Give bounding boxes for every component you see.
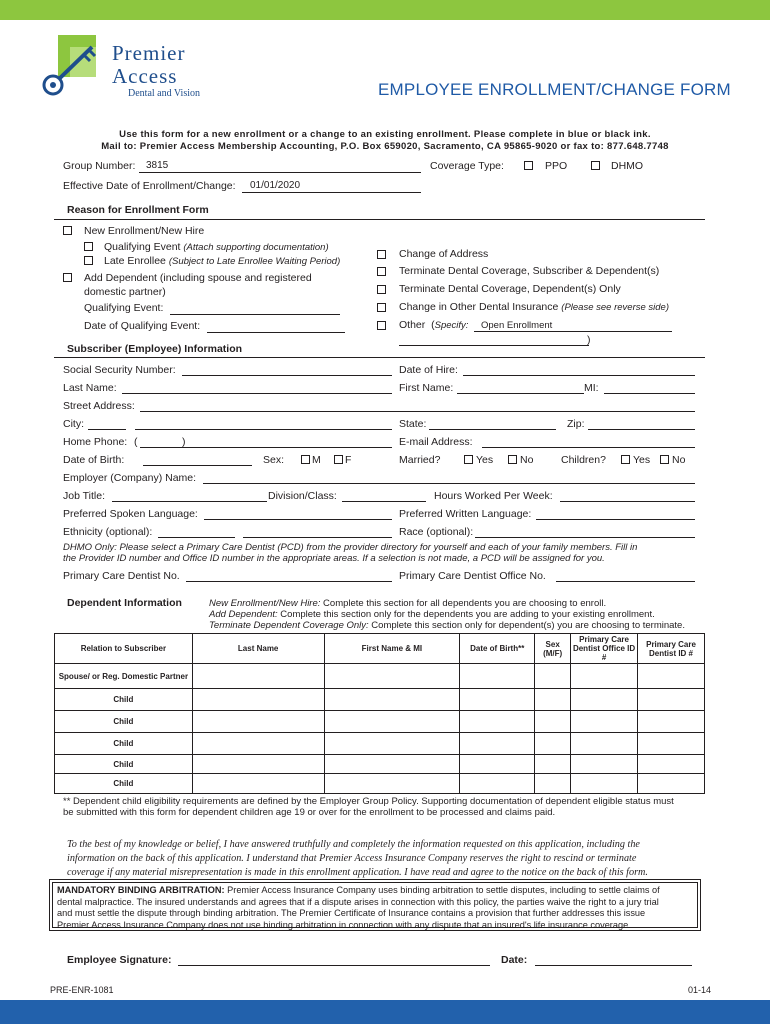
signature-field[interactable]: [178, 965, 490, 966]
header-pcd-office-id: Primary Care Dentist Office ID #: [571, 634, 638, 664]
add-dependent-label-2: domestic partner): [84, 286, 166, 298]
input-cell[interactable]: [535, 755, 571, 774]
ethnicity-field-2[interactable]: [243, 537, 392, 538]
email-label: E-mail Address:: [399, 436, 473, 448]
group-number-label: Group Number:: [63, 160, 136, 172]
input-cell[interactable]: [192, 774, 324, 794]
job-title-field[interactable]: [112, 501, 267, 502]
attestation-line-3: coverage if any material misrepresentation is made in this enrollment application. I have read and agree to the notice on the back of this form.: [67, 867, 648, 878]
race-field[interactable]: [475, 537, 695, 538]
add-dependent-label-1: Add Dependent (including spouse and registered: [84, 272, 312, 284]
relation-cell: Child: [55, 733, 193, 755]
input-cell[interactable]: [535, 733, 571, 755]
other-label: Other (Specify:: [399, 319, 469, 331]
other-specify-field-2[interactable]: [399, 345, 589, 346]
dependent-note-2: Add Dependent: Complete this section only for the dependents you are adding to your existing enrollment.: [209, 609, 655, 620]
qualifying-event-field-label: Qualifying Event:: [84, 302, 164, 314]
children-no-checkbox[interactable]: [660, 455, 669, 464]
street-label: Street Address:: [63, 400, 135, 412]
eligibility-note-2: be submitted with this form for dependent children age 19 or over for the enrollment to be processed and claims paid.: [63, 807, 556, 818]
table-row: [55, 755, 705, 774]
table-row: [55, 711, 705, 733]
brand-access: Access: [112, 64, 178, 88]
terminate-dependents-checkbox[interactable]: [377, 285, 386, 294]
input-cell[interactable]: [460, 733, 535, 755]
input-cell[interactable]: [324, 711, 460, 733]
instructions-line-1: Use this form for a new enrollment or a change to an existing enrollment. Please complete in blue or black ink.: [119, 129, 651, 140]
table-header-row: [55, 634, 705, 664]
input-cell[interactable]: [571, 733, 638, 755]
header-relation: Relation to Subscriber: [55, 634, 193, 664]
ethnicity-field[interactable]: [158, 537, 235, 538]
other-close-paren: ): [587, 334, 591, 346]
pcd-office-field[interactable]: [556, 581, 695, 582]
ppo-label: PPO: [545, 160, 568, 172]
other-specify-value: Open Enrollment: [481, 320, 553, 331]
header-pcd-id: Primary Care Dentist ID #: [638, 634, 705, 664]
children-no-label: No: [672, 454, 686, 466]
zip-label: Zip:: [567, 418, 585, 430]
city-field-2[interactable]: [135, 429, 392, 430]
relation-cell: Child: [55, 755, 193, 774]
brand-sub: Dental and Vision: [128, 88, 200, 99]
last-name-field[interactable]: [122, 393, 392, 394]
qualifying-event-date-label: Date of Qualifying Event:: [84, 320, 201, 332]
qualifying-event-date-field[interactable]: [207, 332, 345, 333]
signature-label: Employee Signature:: [67, 954, 172, 966]
eligibility-note-1: ** Dependent child eligibility requirements are defined by the Employer Group Policy. Supporting documentation of dependent eligible status must: [63, 796, 674, 807]
input-cell[interactable]: [192, 711, 324, 733]
division-field[interactable]: [342, 501, 426, 502]
pcd-field[interactable]: [186, 581, 392, 582]
input-cell[interactable]: [535, 689, 571, 711]
change-other-insurance-checkbox[interactable]: [377, 303, 386, 312]
input-cell[interactable]: [535, 711, 571, 733]
ethnicity-label: Ethnicity (optional):: [63, 526, 153, 538]
first-name-label: First Name:: [399, 382, 454, 394]
attestation-line-2: information on the back of this application. I understand that Premier Access Insurance Company reserves the right to rescind or terminate: [67, 853, 637, 864]
input-cell[interactable]: [192, 733, 324, 755]
arbitration-line-3: and must settle the dispute through binding arbitration. The Premier Certificate of Insurance contains a provision that further addresses this issue: [57, 908, 646, 918]
qualifying-event-label: Qualifying Event (Attach supporting documentation): [104, 241, 329, 253]
arbitration-line-4: Premier Access Insurance Company does not use binding arbitration in connection with any dispute that an insured's life insurance coverage.: [57, 919, 631, 930]
dependent-table: [54, 633, 705, 794]
children-label: Children?: [561, 454, 606, 466]
phone-open-paren: (: [134, 436, 138, 448]
dhmo-checkbox[interactable]: [591, 161, 600, 170]
first-name-field[interactable]: [457, 393, 584, 394]
ssn-field[interactable]: [182, 375, 392, 376]
input-cell[interactable]: [535, 774, 571, 794]
table-row: [55, 689, 705, 711]
dependent-note-1: New Enrollment/New Hire: Complete this section for all dependents you are choosing to enroll.: [209, 598, 607, 609]
signature-date-field[interactable]: [535, 965, 692, 966]
sex-f-checkbox[interactable]: [334, 455, 343, 464]
division-label: Division/Class:: [268, 490, 337, 502]
group-number-field[interactable]: [139, 172, 421, 173]
change-other-insurance-label: Change in Other Dental Insurance (Please see reverse side): [399, 301, 669, 313]
sex-m-checkbox[interactable]: [301, 455, 310, 464]
race-label: Race (optional):: [399, 526, 474, 538]
date-of-hire-label: Date of Hire:: [399, 364, 458, 376]
spoken-language-field[interactable]: [204, 519, 392, 520]
qualifying-event-field[interactable]: [170, 314, 340, 315]
input-cell[interactable]: [460, 774, 535, 794]
city-label: City:: [63, 418, 84, 430]
input-cell[interactable]: [192, 664, 324, 689]
input-cell[interactable]: [571, 755, 638, 774]
sex-m-label: M: [312, 454, 321, 466]
key-logo-icon: [40, 35, 108, 101]
date-of-hire-field[interactable]: [463, 375, 695, 376]
other-specify-field[interactable]: [474, 331, 672, 332]
relation-cell: Child: [55, 689, 193, 711]
table-row: [55, 664, 705, 689]
ssn-label: Social Security Number:: [63, 364, 176, 376]
employer-field[interactable]: [203, 483, 695, 484]
dob-label: Date of Birth:: [63, 454, 125, 466]
change-address-checkbox[interactable]: [377, 250, 386, 259]
effective-date-field[interactable]: [242, 192, 421, 193]
coverage-type-label: Coverage Type:: [430, 160, 504, 172]
last-name-label: Last Name:: [63, 382, 117, 394]
spoken-language-label: Preferred Spoken Language:: [63, 508, 198, 520]
input-cell[interactable]: [324, 774, 460, 794]
attestation-line-1: To the best of my knowledge or belief, I have answered truthfully and completely the information requested on this application, including the: [67, 839, 640, 850]
input-cell[interactable]: [571, 774, 638, 794]
change-address-label: Change of Address: [399, 248, 489, 260]
input-cell[interactable]: [460, 711, 535, 733]
children-yes-label: Yes: [633, 454, 651, 466]
zip-field[interactable]: [588, 429, 695, 430]
input-cell[interactable]: [192, 689, 324, 711]
late-enrollee-label: Late Enrollee (Subject to Late Enrollee Waiting Period): [104, 255, 341, 267]
signature-date-label: Date:: [501, 954, 528, 966]
premier-access-logo: [40, 35, 210, 101]
input-cell[interactable]: [571, 711, 638, 733]
terminate-dependents-label: Terminate Dental Coverage, Dependent(s) Only: [399, 283, 621, 295]
top-color-bar: [0, 0, 770, 20]
input-cell[interactable]: [324, 664, 460, 689]
dependent-note-3: Terminate Dependent Coverage Only: Complete this section only for dependent(s) you are choosing to terminate.: [209, 620, 685, 631]
input-cell[interactable]: [638, 774, 705, 794]
input-cell[interactable]: [638, 711, 705, 733]
new-enrollment-checkbox[interactable]: [63, 226, 72, 235]
header-first-name: First Name & MI: [324, 634, 460, 664]
input-cell[interactable]: [192, 755, 324, 774]
form-title: EMPLOYEE ENROLLMENT/CHANGE FORM: [378, 80, 731, 99]
relation-cell: Child: [55, 774, 193, 794]
input-cell[interactable]: [638, 664, 705, 689]
mi-field[interactable]: [604, 393, 695, 394]
arbitration-line-2: dental malpractice. The insured understands and agrees that if a dispute arises in connection with this policy, the parties waive the right to a jury trial: [57, 896, 659, 907]
effective-date-label: Effective Date of Enrollment/Change:: [63, 180, 236, 192]
dhmo-note-2: the Provider ID number and Office ID number in the appropriate areas. If a selection is not made, a PCD will be assigned for you.: [63, 553, 605, 564]
input-cell[interactable]: [638, 689, 705, 711]
input-cell[interactable]: [460, 755, 535, 774]
relation-cell: Child: [55, 711, 193, 733]
children-yes-checkbox[interactable]: [621, 455, 630, 464]
form-code: PRE-ENR-1081: [50, 985, 114, 995]
terminate-all-label: Terminate Dental Coverage, Subscriber & Dependent(s): [399, 265, 660, 277]
married-label: Married?: [399, 454, 441, 466]
dhmo-note-1: DHMO Only: Please select a Primary Care Dentist (PCD) from the provider directory for yourself and each of your family members. Fill in: [63, 542, 638, 553]
input-cell[interactable]: [460, 664, 535, 689]
hours-label: Hours Worked Per Week:: [434, 490, 553, 502]
late-enrollee-checkbox[interactable]: [84, 256, 93, 265]
home-phone-label: Home Phone:: [63, 436, 128, 448]
qualifying-event-checkbox[interactable]: [84, 242, 93, 251]
married-yes-label: Yes: [476, 454, 494, 466]
header-dob: Date of Birth**: [460, 634, 535, 664]
written-language-field[interactable]: [536, 519, 695, 520]
mi-label: MI:: [584, 382, 599, 394]
table-row: [55, 733, 705, 755]
email-field[interactable]: [482, 447, 695, 448]
input-cell[interactable]: [460, 689, 535, 711]
input-cell[interactable]: [638, 755, 705, 774]
effective-date-value: 01/01/2020: [250, 180, 301, 191]
relation-cell: Spouse/ or Reg. Domestic Partner: [55, 664, 193, 689]
input-cell[interactable]: [324, 689, 460, 711]
table-row: [55, 774, 705, 794]
header-last-name: Last Name: [192, 634, 324, 664]
pcd-office-label: Primary Care Dentist Office No.: [399, 570, 546, 582]
reason-section-title: Reason for Enrollment Form: [67, 204, 209, 216]
street-field[interactable]: [140, 411, 695, 412]
input-cell[interactable]: [571, 664, 638, 689]
home-phone-field[interactable]: [140, 447, 392, 448]
married-no-label: No: [520, 454, 534, 466]
input-cell[interactable]: [324, 733, 460, 755]
written-language-label: Preferred Written Language:: [399, 508, 532, 520]
state-label: State:: [399, 418, 427, 430]
instructions-line-2: Mail to: Premier Access Membership Accounting, P.O. Box 659020, Sacramento, CA 95865-9020 or fax to: 877.648.7748: [101, 141, 669, 152]
add-dependent-checkbox[interactable]: [63, 273, 72, 282]
brand-premier: Premier: [112, 41, 186, 65]
hours-field[interactable]: [560, 501, 695, 502]
state-field[interactable]: [429, 429, 556, 430]
arbitration-box: [52, 882, 698, 928]
dhmo-label: DHMO: [611, 160, 644, 172]
terminate-all-checkbox[interactable]: [377, 267, 386, 276]
ppo-checkbox[interactable]: [524, 161, 533, 170]
input-cell[interactable]: [571, 689, 638, 711]
input-cell[interactable]: [638, 733, 705, 755]
employer-label: Employer (Company) Name:: [63, 472, 197, 484]
input-cell[interactable]: [535, 664, 571, 689]
bottom-color-bar: [0, 1000, 770, 1024]
input-cell[interactable]: [324, 755, 460, 774]
city-field[interactable]: [88, 429, 126, 430]
married-yes-checkbox[interactable]: [464, 455, 473, 464]
dependent-section-title: Dependent Information: [67, 597, 182, 609]
sex-label: Sex:: [263, 454, 285, 466]
other-checkbox[interactable]: [377, 321, 386, 330]
divider: [54, 219, 705, 220]
phone-close-paren: ): [182, 436, 186, 448]
divider: [54, 357, 705, 358]
subscriber-section-title: Subscriber (Employee) Information: [67, 343, 243, 355]
sex-f-label: F: [345, 454, 352, 466]
header-sex: Sex (M/F): [535, 634, 571, 664]
job-title-label: Job Title:: [63, 490, 106, 502]
married-no-checkbox[interactable]: [508, 455, 517, 464]
pcd-label: Primary Care Dentist No.: [63, 570, 180, 582]
new-enrollment-label: New Enrollment/New Hire: [84, 225, 205, 237]
arbitration-line-1: MANDATORY BINDING ARBITRATION: Premier Access Insurance Company uses binding arbitration to settle disputes, including to settle claims of: [57, 885, 660, 895]
dob-field[interactable]: [143, 465, 252, 466]
form-version: 01-14: [688, 985, 712, 995]
group-number-value: 3815: [146, 160, 169, 171]
